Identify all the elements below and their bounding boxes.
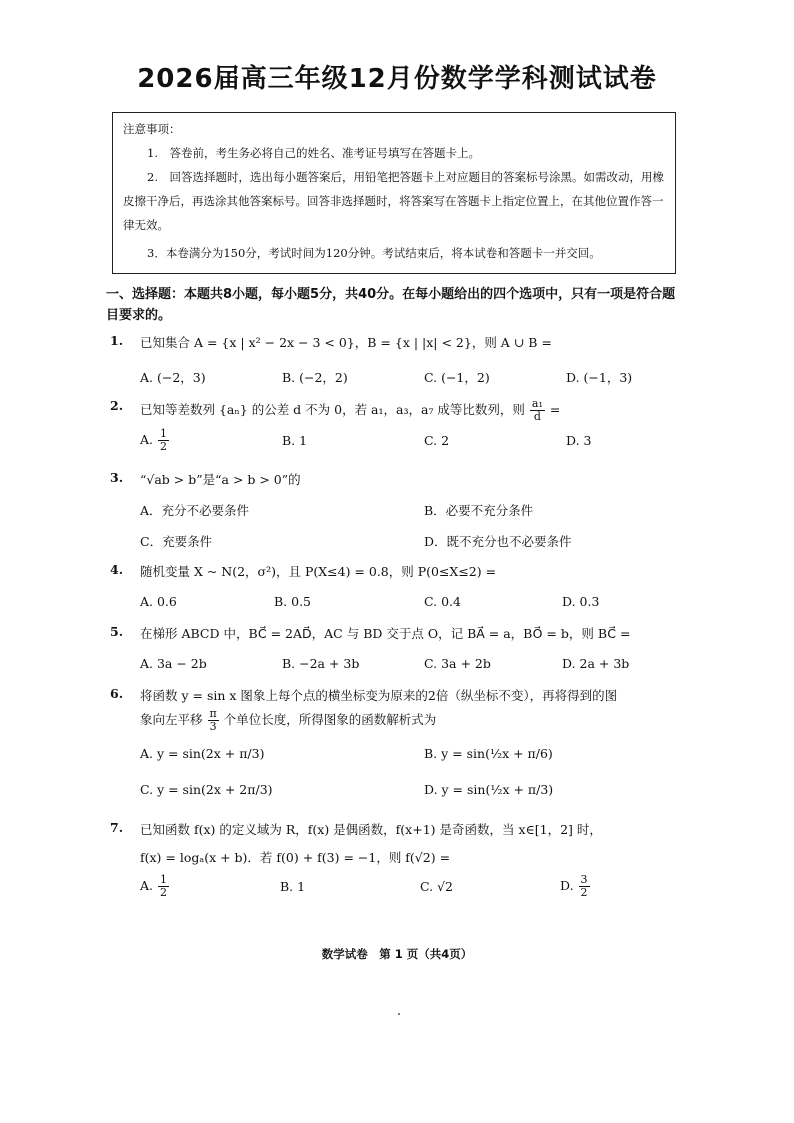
q6-option-b: B. y = sin(½x + π/6): [424, 746, 553, 761]
exam-title: 2026届高三年级12月份数学学科测试试卷: [137, 64, 657, 94]
question-text: 在梯形 ABCD 中，BC⃗ = 2AD⃗，AC 与 BD 交于点 O，记 BA⃗ = a，BO⃗ = b，则 BC⃗ =: [140, 626, 631, 641]
fraction: [158, 428, 169, 453]
q7-option-b: B. 1: [280, 879, 306, 894]
question-number: 2.: [110, 398, 124, 413]
question-text-post: 个单位长度，所得图象的函数解析式为: [223, 712, 437, 727]
fraction-denominator: 2: [580, 886, 588, 899]
q7-option-d: [560, 874, 591, 899]
question-number: 6.: [110, 686, 124, 701]
q1-option-b: B. (−2，2): [282, 370, 348, 385]
fraction: [530, 398, 545, 423]
question-number: 1.: [110, 333, 124, 348]
fraction-numerator: 3: [580, 873, 588, 886]
q6-option-d: D. y = sin(½x + π/3): [424, 782, 554, 797]
section-heading: 一、选择题：本题共8小题，每小题5分，共40分。在每小题给出的四个选项中，只有一项是符合题目要求的。: [106, 287, 676, 323]
fraction-denominator: 2: [160, 886, 167, 899]
q7-option-a: [140, 874, 170, 899]
fraction: [208, 708, 219, 733]
question-number: 4.: [110, 562, 124, 577]
q2-option-d: D. 3: [566, 433, 592, 448]
notice-item-3: 3．本卷满分为150分，考试时间为120分钟。考试结束后，将本试卷和答题卡一并交回。: [147, 246, 601, 260]
notice-item-1: 1. 答卷前，考生务必将自己的姓名、准考证号填写在答题卡上。: [147, 146, 480, 160]
q1-option-d: D. (−1，3): [566, 370, 633, 385]
fraction: [579, 874, 590, 899]
notice-heading: 注意事项：: [123, 122, 181, 136]
question-6-line-2: [140, 708, 436, 733]
fraction-denominator: 2: [160, 440, 167, 453]
q2-option-b: B. 1: [282, 433, 308, 448]
fraction: [158, 874, 169, 899]
notice-box: [112, 112, 676, 274]
question-text-pre: 已知等差数列 {aₙ} 的公差 d 不为 0，若 a₁，a₃，a₇ 成等比数列，则: [140, 402, 525, 417]
notice-item-2: 2. 回答选择题时，选出每小题答案后，用铅笔把答题卡上对应题目的答案标号涂黑。如需改动，用橡皮擦干净后，再选涂其他答案标号。回答非选择题时，将答案写在答题卡上指定位置上，在其他位置作答一律无效。: [123, 170, 664, 232]
q6-option-c: C. y = sin(2x + 2π/3): [140, 782, 273, 797]
q5-option-c: C. 3a + 2b: [424, 656, 491, 671]
question-text: 随机变量 X ~ N(2，σ²)，且 P(X≤4) = 0.8，则 P(0≤X≤2) =: [140, 564, 497, 579]
page-footer: 数学试卷 第 1 页（共4页）: [321, 947, 473, 961]
fraction-numerator: 1: [160, 427, 167, 440]
q4-option-b: B. 0.5: [274, 594, 312, 609]
question-text-line-1: 将函数 y = sin x 图象上每个点的横坐标变为原来的2倍（纵坐标不变），再将得到的图: [140, 688, 618, 703]
fraction-numerator: 1: [160, 873, 167, 886]
fraction-numerator: a₁: [531, 397, 543, 410]
question-7-line-2: f(x) = logₐ(x + b)．若 f(0) + f(3) = −1，则 f(√2) =: [140, 850, 451, 865]
question-number: 3.: [110, 470, 124, 485]
question-number: 5.: [110, 624, 124, 639]
q4-option-c: C. 0.4: [424, 594, 461, 609]
q3-option-b: B．必要不充分条件: [424, 503, 534, 518]
q4-option-d: D. 0.3: [562, 594, 600, 609]
question-text: “√ab > b”是“a > b > 0”的: [140, 472, 301, 487]
question-text-line-1: 已知函数 f(x) 的定义域为 R，f(x) 是偶函数，f(x+1) 是奇函数，当 x∈[1，2] 时，: [140, 822, 602, 837]
option-label: D.: [560, 878, 574, 893]
question-text: [140, 398, 560, 423]
fraction-denominator: 3: [209, 720, 217, 733]
q3-option-d: D．既不充分也不必要条件: [424, 534, 572, 549]
q4-option-a: A. 0.6: [140, 594, 177, 609]
q2-option-c: C. 2: [424, 433, 450, 448]
scan-speck: [398, 1013, 400, 1015]
q7-option-c: C. √2: [420, 879, 453, 894]
fraction-numerator: π: [209, 707, 217, 720]
q5-option-a: A. 3a − 2b: [140, 656, 207, 671]
option-label: A.: [140, 432, 154, 447]
question-number: 7.: [110, 820, 124, 835]
question-text: 已知集合 A = {x | x² − 2x − 3 < 0}，B = {x | |x| < 2}，则 A ∪ B =: [140, 335, 552, 350]
q1-option-c: C. (−1，2): [424, 370, 490, 385]
q5-option-d: D. 2a + 3b: [562, 656, 630, 671]
q3-option-a: A．充分不必要条件: [140, 503, 250, 518]
q2-option-a: [140, 428, 170, 453]
q6-option-a: A. y = sin(2x + π/3): [140, 746, 265, 761]
q3-option-c: C．充要条件: [140, 534, 213, 549]
question-text-post: =: [549, 402, 561, 417]
fraction-denominator: d: [533, 410, 541, 423]
option-label: A.: [140, 878, 154, 893]
q1-option-a: A. (−2，3): [140, 370, 206, 385]
question-text-pre: 象向左平移: [140, 712, 203, 727]
q5-option-b: B. −2a + 3b: [282, 656, 360, 671]
